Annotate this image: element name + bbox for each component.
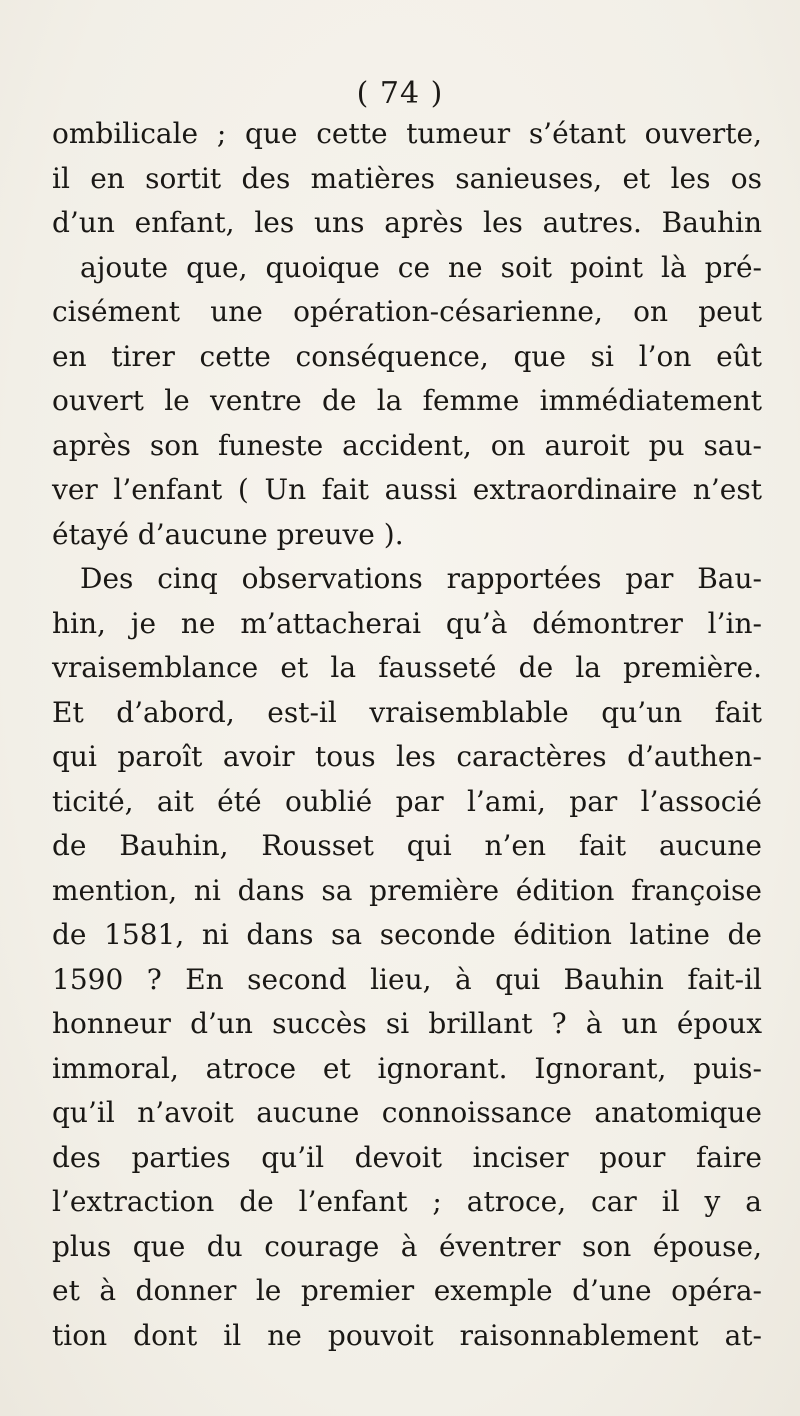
text-line: tion dont il ne pouvoit raisonnablement at- [52, 1318, 762, 1352]
text-line: plus que du courage à éventrer son épouse, [52, 1229, 762, 1263]
text-line: ombilicale ; que cette tumeur s’étant ouverte, [52, 117, 762, 150]
text-line: hin, je ne m’attacherai qu’à démontrer l’in- [52, 606, 762, 640]
body-text [52, 112, 762, 1358]
text-line: de Bauhin, Rousset qui n’en fait aucune [52, 829, 762, 862]
text-line: d’un enfant, les uns après les autres. Bauhin [52, 206, 762, 239]
text-line: qui paroît avoir tous les caractères d’authen- [52, 740, 762, 773]
text-line: il en sortit des matières sanieuses, et les os [52, 161, 762, 195]
text-line: ouvert le ventre de la femme immédiatement [52, 384, 762, 417]
text-line: l’extraction de l’enfant ; atroce, car il y a [52, 1185, 762, 1218]
text-line: qu’il n’avoit aucune connoissance anatomique [52, 1096, 762, 1129]
text-line: Des cinq observations rapportées par Bau- [80, 562, 762, 595]
text-line: de 1581, ni dans sa seconde édition latine de [52, 918, 762, 951]
text-line: honneur d’un succès si brillant ? à un époux [52, 1007, 762, 1040]
text-line: Et d’abord, est-il vraisemblable qu’un fait [52, 695, 762, 729]
text-line: immoral, atroce et ignorant. Ignorant, puis- [52, 1051, 762, 1085]
text-line: cisément une opération-césarienne, on peut [52, 295, 762, 328]
text-line: 1590 ? En second lieu, à qui Bauhin fait-il [52, 962, 762, 996]
text-line: ver l’enfant ( Un fait aussi extraordinaire n’est [52, 473, 762, 506]
text-line: étayé d’aucune preuve ). [52, 517, 404, 551]
text-line: des parties qu’il devoit inciser pour faire [52, 1140, 762, 1174]
text-line: ticité, ait été oublié par l’ami, par l’associé [52, 784, 762, 818]
text-line: mention, ni dans sa première édition françoise [52, 873, 762, 907]
text-line: et à donner le premier exemple d’une opéra- [52, 1274, 762, 1307]
text-line: ajoute que, quoique ce ne soit point là pré- [80, 250, 762, 284]
text-line: après son funeste accident, on auroit pu sau- [52, 428, 762, 462]
page-number: ( 74 ) [356, 76, 444, 111]
text-line: vraisemblance et la fausseté de la première. [52, 651, 762, 684]
text-line: en tirer cette conséquence, que si l’on eût [52, 339, 762, 373]
